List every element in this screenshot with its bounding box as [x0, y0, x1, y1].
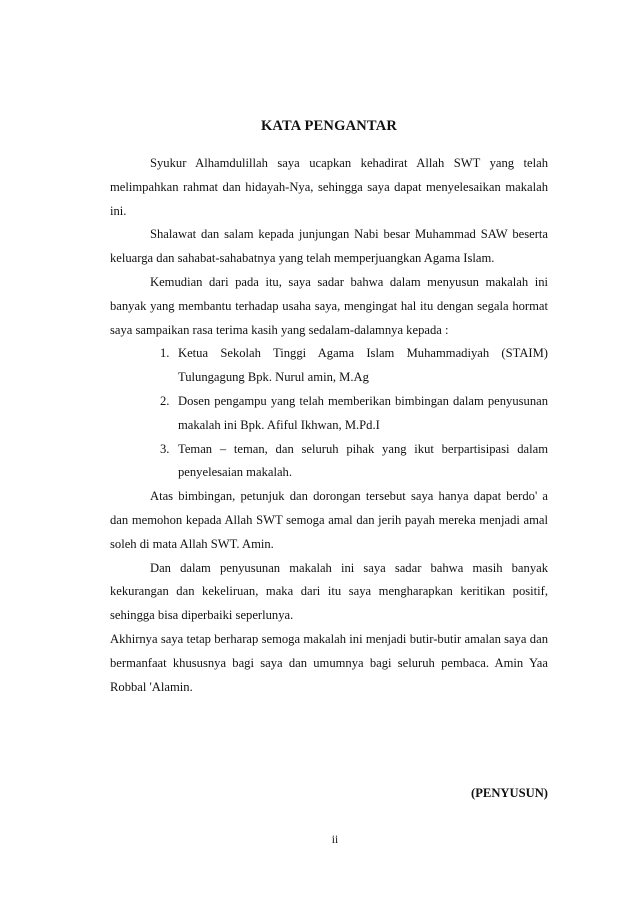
list-item	[110, 390, 548, 438]
list-item-number: 2.	[160, 393, 170, 408]
page-title: KATA PENGANTAR	[260, 118, 398, 134]
acknowledgement-list	[110, 342, 548, 485]
list-item	[110, 438, 548, 486]
paragraph-shortcomings: Dan dalam penyusunan makalah ini saya sadar bahwa masih banyak kekurangan dan kekeliruan, maka dari itu saya mengharapkan keritikan positif, sehingga bisa diperbaiki seperlunya.	[110, 560, 548, 623]
list-item-number: 1.	[160, 346, 170, 361]
author-signature: (PENYUSUN)	[471, 786, 548, 800]
list-item-number: 3.	[160, 441, 170, 456]
document-body	[110, 152, 548, 699]
list-item-text: Ketua Sekolah Tinggi Agama Islam Muhammadiyah (STAIM) Tulungagung Bpk. Nurul amin, M.Ag	[178, 346, 548, 385]
page-number: ii	[331, 834, 339, 846]
list-item-text: Dosen pengampu yang telah memberikan bimbingan dalam penyusunan makalah ini Bpk. Afiful Ikhwan, M.Pd.I	[178, 393, 548, 432]
paragraph-closing: Akhirnya saya tetap berharap semoga makalah ini menjadi butir-butir amalan saya dan bermanfaat khususnya bagi saya dan umumnya bagi seluruh pembaca. Amin Yaa Robbal 'Alamin.	[110, 631, 548, 694]
paragraph-shalawat: Shalawat dan salam kepada junjungan Nabi besar Muhammad SAW beserta keluarga dan sahabat-sahabatnya yang telah memperjuangkan Agama Islam.	[110, 227, 548, 266]
paragraph-thanks-intro: Kemudian dari pada itu, saya sadar bahwa dalam menyusun makalah ini banyak yang membantu terhadap usaha saya, mengingat hal itu dengan segala hormat saya sampaikan rasa terima kasih yang sedalam-dalamnya kepada :	[110, 274, 548, 337]
list-item-text: Teman – teman, dan seluruh pihak yang ikut berpartisipasi dalam penyelesaian makalah.	[178, 441, 548, 480]
paragraph-gratitude: Syukur Alhamdulillah saya ucapkan kehadirat Allah SWT yang telah melimpahkan rahmat dan hidayah-Nya, sehingga saya dapat menyelesaikan makalah ini.	[110, 156, 548, 218]
list-item	[110, 342, 548, 390]
paragraph-prayer: Atas bimbingan, petunjuk dan dorongan tersebut saya hanya dapat berdo' a dan memohon kepada Allah SWT semoga amal dan jerih payah mereka menjadi amal soleh di mata Allah SWT. Amin.	[110, 489, 548, 551]
